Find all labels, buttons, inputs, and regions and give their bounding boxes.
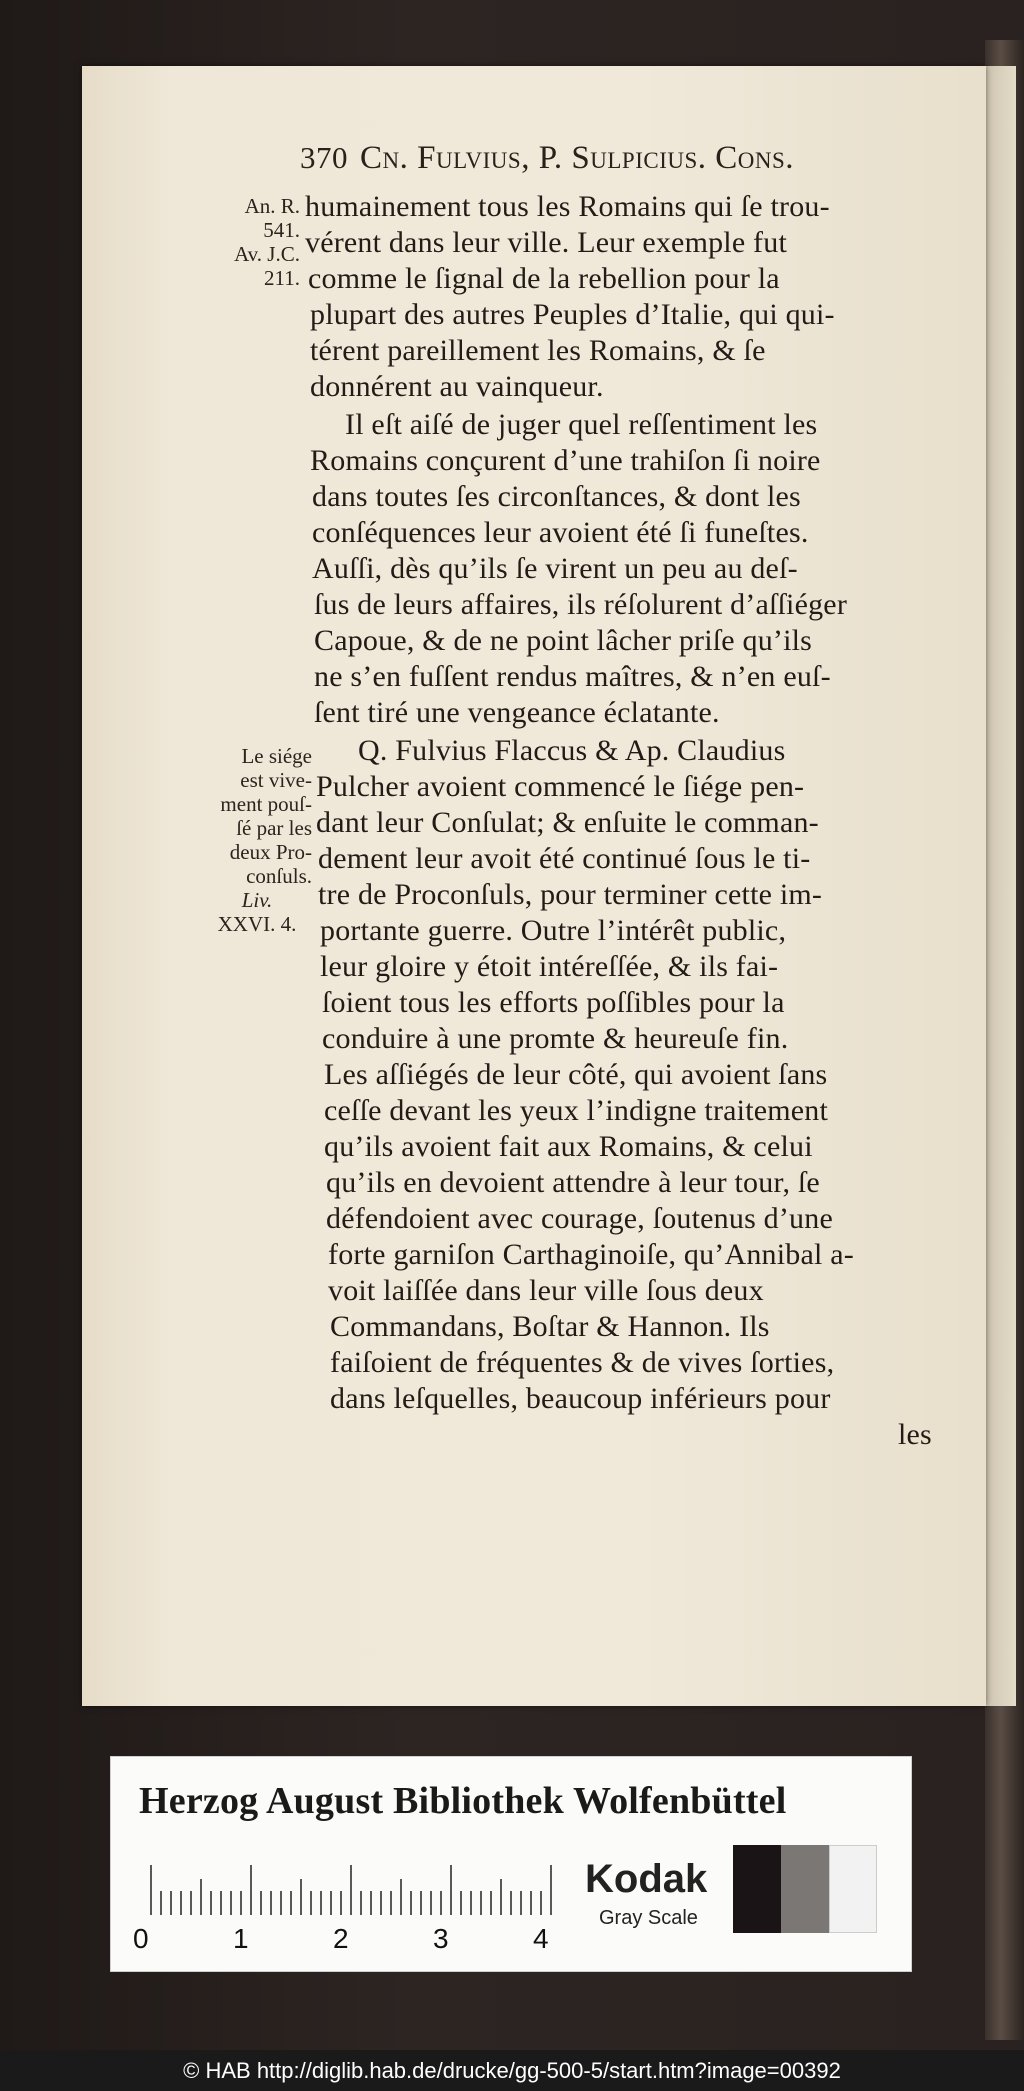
- text-line: portante guerre. Outre l’intérêt public,: [320, 914, 787, 947]
- text-line: dant leur Conſulat; & enſuite le comman-: [316, 806, 819, 839]
- margin-line: An. R.: [244, 194, 300, 218]
- text-line: conduire à une promte & heureuſe fin.: [322, 1022, 789, 1055]
- text-line: voit laiſſée dans leur ville ſous deux: [328, 1274, 764, 1307]
- page-number: 370: [300, 140, 348, 175]
- margin-line: Le siége: [241, 744, 312, 768]
- text-line: plupart des autres Peuples d’Italie, qui qui-: [310, 298, 835, 331]
- text-line: faiſoient de fréquentes & de vives ſorties,: [330, 1346, 835, 1379]
- gray-swatch-mid: [781, 1845, 829, 1933]
- text-line: ſent tiré une vengeance éclatante.: [314, 696, 720, 729]
- text-line: térent pareillement les Romains, & ſe: [310, 334, 766, 367]
- gray-swatch-light: [829, 1845, 877, 1933]
- text-line: Il eſt aiſé de juger quel reſſentiment les: [345, 408, 818, 441]
- margin-note-year: [186, 194, 300, 290]
- text-line: donnérent au vainqueur.: [310, 370, 604, 403]
- ruler-number: 3: [433, 1923, 449, 1954]
- copyright-footer: © HAB http://diglib.hab.de/drucke/gg-500-5/start.htm?image=00392: [0, 2050, 1024, 2091]
- ruler-number: 4: [533, 1923, 549, 1954]
- text-line: tre de Proconſuls, pour terminer cette im-: [318, 878, 823, 911]
- ruler-number: 1: [233, 1923, 249, 1954]
- text-line: ſus de leurs affaires, ils réſolurent d’aſſiéger: [314, 588, 848, 621]
- ruler-number: 0: [133, 1923, 149, 1954]
- text-line: Capoue, & de ne point lâcher priſe qu’ils: [314, 624, 813, 657]
- margin-line: deux Pro-: [229, 840, 312, 864]
- source-ref-label: Liv.: [241, 888, 273, 912]
- text-line: ne s’en fuſſent rendus maîtres, & n’en euſ-: [314, 660, 831, 693]
- margin-line: Av. J.C.: [234, 242, 300, 266]
- text-line: Commandans, Boſtar & Hannon. Ils: [330, 1310, 770, 1343]
- text-line: Romains conçurent d’une trahiſon ſi noire: [310, 444, 821, 477]
- text-line: leur gloire y étoit intéreſſée, & ils fai-: [320, 950, 779, 983]
- text-line: conſéquences leur avoient été ſi funeſtes.: [312, 516, 809, 549]
- library-name: Herzog August Bibliothek Wolfenbüttel: [139, 1780, 787, 1822]
- running-title: Cn. Fulvius, P. Sulpicius. Cons.: [360, 140, 795, 176]
- margin-line: est vive-: [240, 768, 312, 792]
- gray-swatch-dark: [733, 1845, 781, 1933]
- text-line: humainement tous les Romains qui ſe trou-: [305, 190, 830, 223]
- text-line: dans leſquelles, beaucoup inférieurs pour: [330, 1382, 831, 1415]
- text-line: dement leur avoit été continué ſous le ti-: [318, 842, 811, 875]
- source-ref-book: XXVI. 4.: [217, 912, 297, 936]
- text-line: vérent dans leur ville. Leur exemple fut: [305, 226, 787, 259]
- text-line: qu’ils avoient fait aux Romains, & celui: [324, 1130, 813, 1163]
- margin-line: ment pouſ-: [220, 792, 312, 816]
- text-line: Q. Fulvius Flaccus & Ap. Claudius: [358, 734, 786, 767]
- margin-note-siege: [186, 744, 312, 936]
- text-line: ſoient tous les efforts poſſibles pour la: [322, 986, 785, 1019]
- text-line: forte garniſon Carthaginoiſe, qu’Annibal a-: [328, 1238, 854, 1271]
- kodak-brand: Kodak: [585, 1857, 708, 1901]
- ruler-number: 2: [333, 1923, 349, 1954]
- text-line: Auſſi, dès qu’ils ſe virent un peu au deſ-: [312, 552, 798, 585]
- margin-line: 541.: [263, 218, 300, 242]
- scan-label-card: [110, 1756, 912, 1972]
- margin-line: 211.: [264, 266, 300, 290]
- text-line: les: [898, 1418, 932, 1451]
- margin-line: conſuls.: [246, 864, 312, 888]
- text-line: comme le ſignal de la rebellion pour la: [308, 262, 780, 295]
- running-header: [300, 140, 920, 177]
- ruler-scale: [141, 1865, 661, 1917]
- margin-line: ſé par les: [236, 816, 312, 840]
- text-line: dans toutes ſes circonſtances, & dont les: [312, 480, 801, 513]
- text-line: qu’ils en devoient attendre à leur tour, ſe: [326, 1166, 820, 1199]
- text-line: Les aſſiégés de leur côté, qui avoient ſans: [324, 1058, 828, 1091]
- gray-scale-caption: Gray Scale: [599, 1907, 698, 1929]
- text-line: défendoient avec courage, ſoutenus d’une: [326, 1202, 833, 1235]
- text-line: ceſſe devant les yeux l’indigne traitement: [324, 1094, 829, 1127]
- adjacent-page-edge: [986, 66, 1016, 1706]
- text-line: Pulcher avoient commencé le ſiége pen-: [316, 770, 805, 803]
